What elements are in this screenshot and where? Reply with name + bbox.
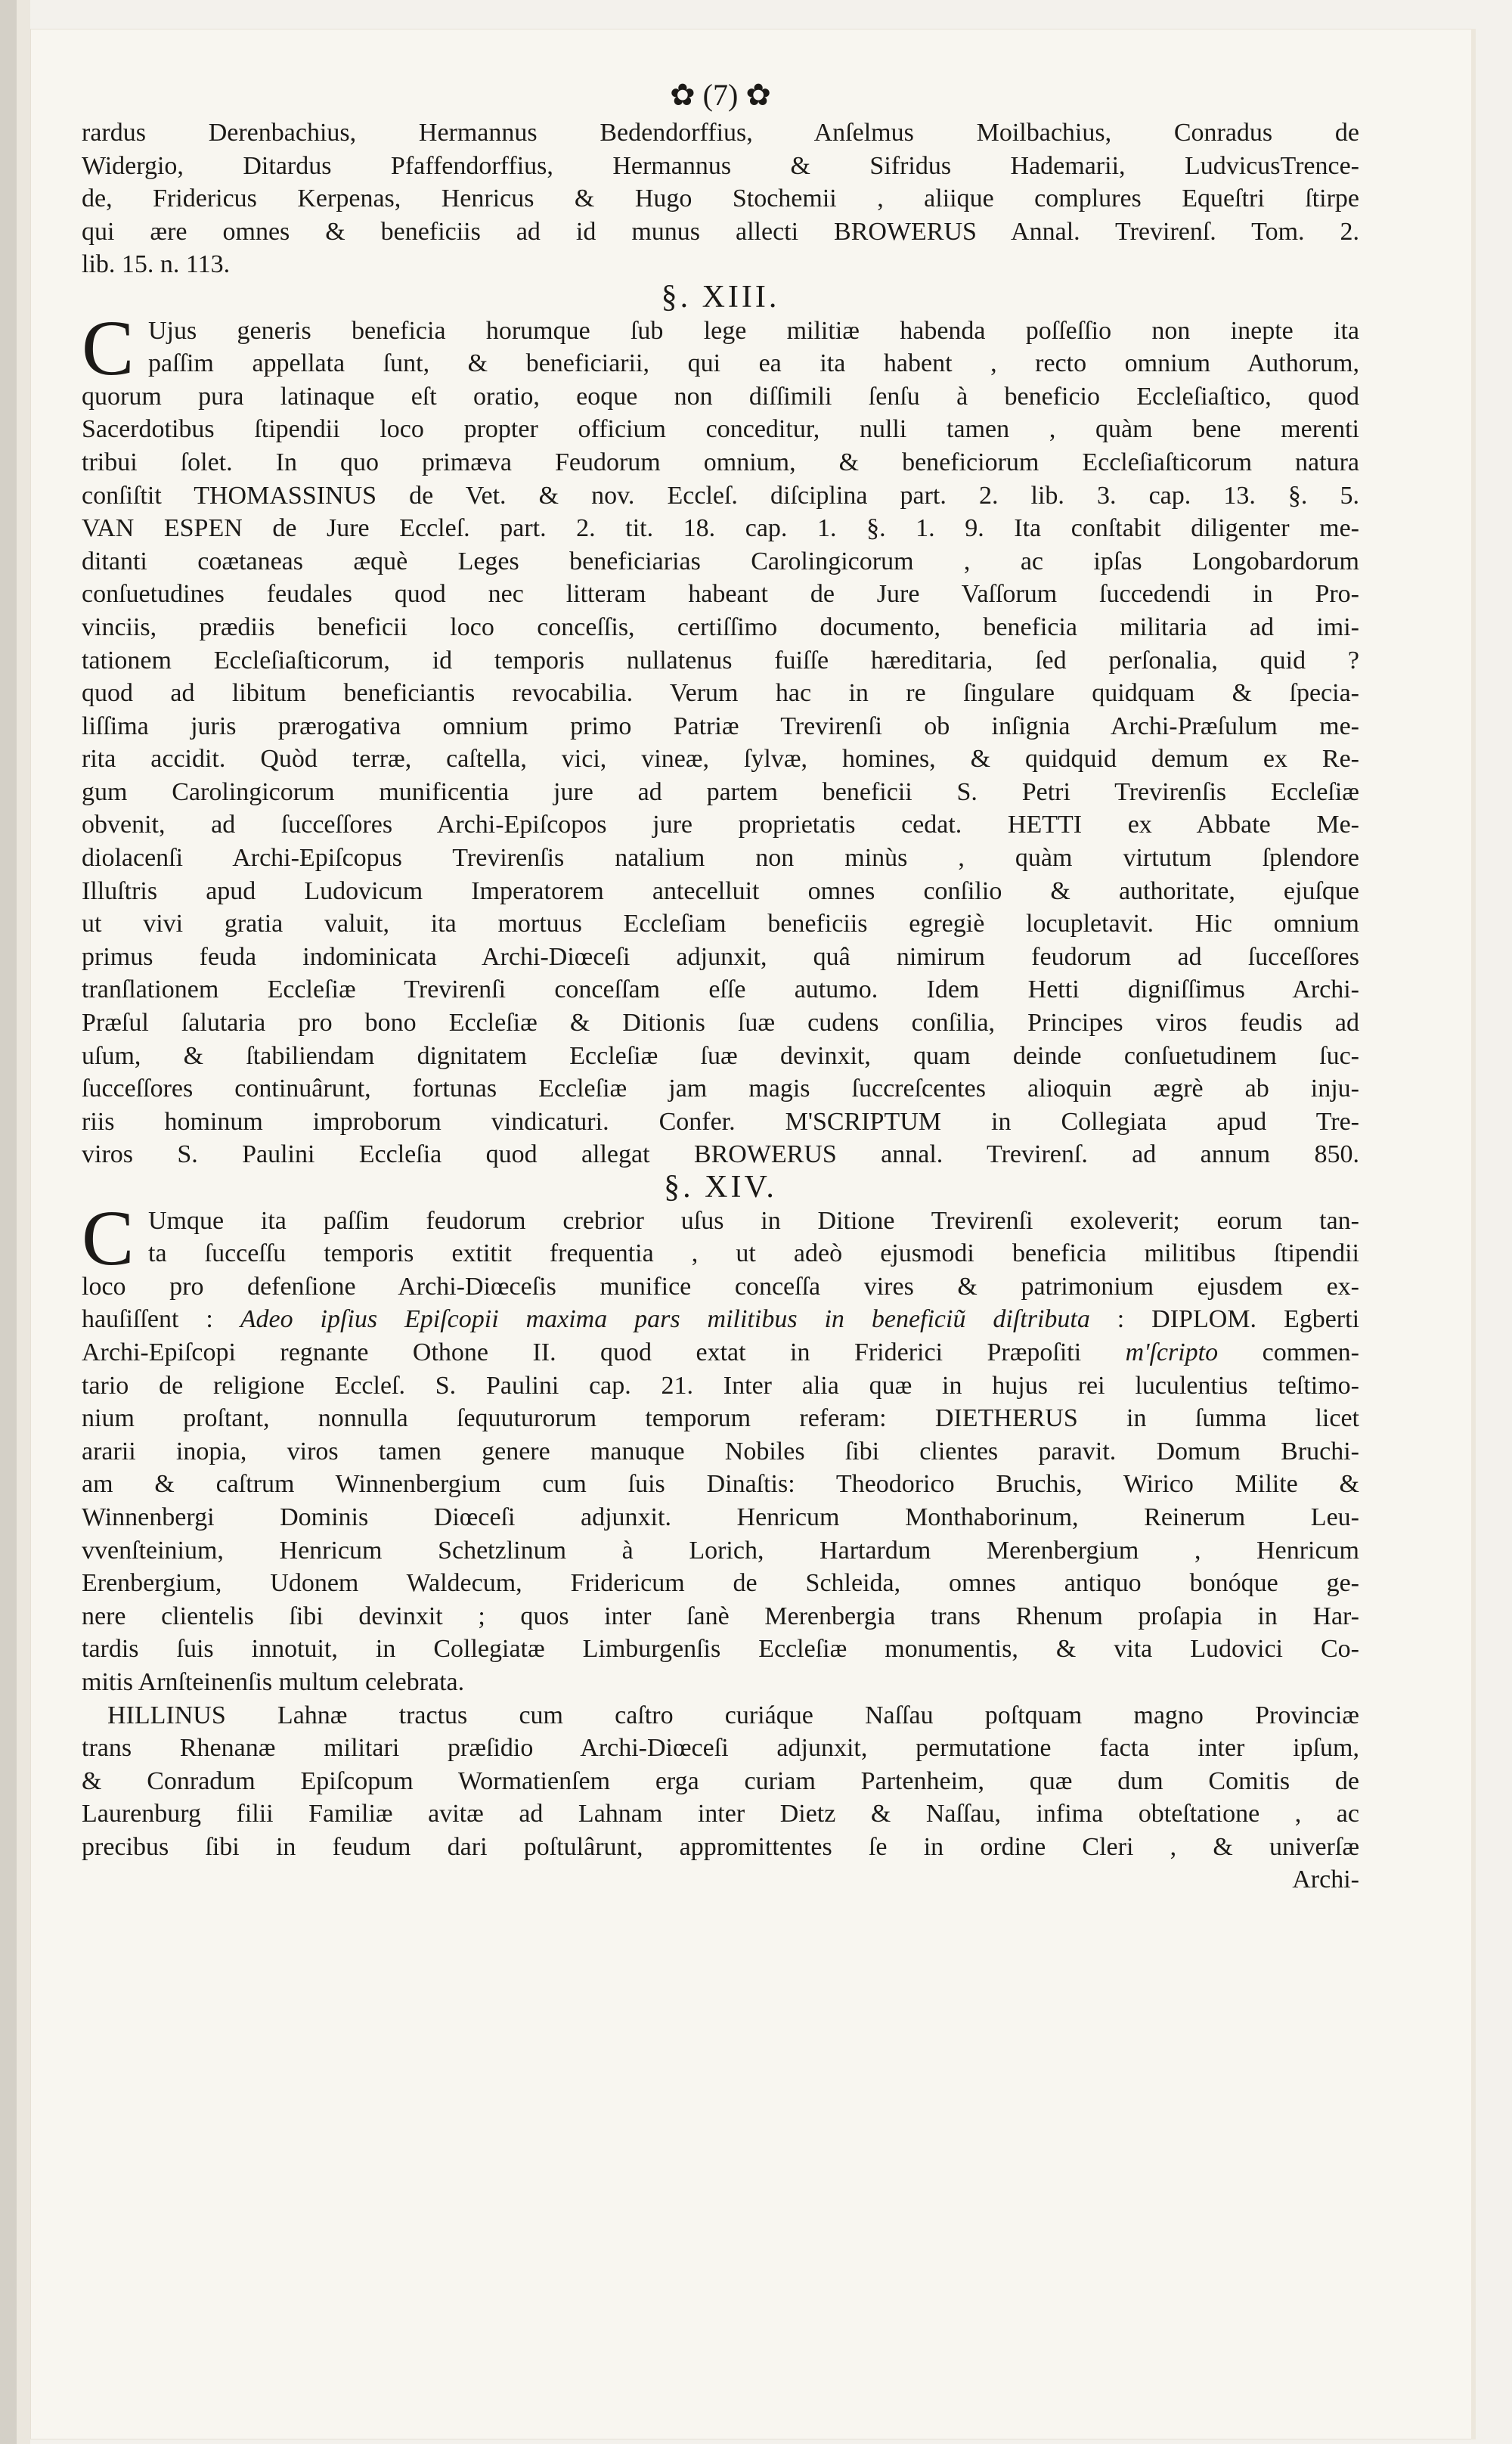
text-line: trans Rhenanæ militari præſidio Archi-Diœceſi adjunxit, permutatione facta inter ipſum,: [82, 1734, 1359, 1763]
text-line: uſum, & ſtabiliendam dignitatem Eccleſiæ ſuæ devinxit, quam deinde conſuetudinem ſuc-: [82, 1041, 1359, 1070]
text-line: am & caſtrum Winnenbergium cum ſuis Dinaſtis: Theodorico Bruchis, Wirico Milite &: [82, 1470, 1359, 1499]
italic-word: m'ſcripto: [1125, 1338, 1219, 1366]
text-line: rardus Derenbachius, Hermannus Bedendorffius, Anſelmus Moilbachius, Conradus de: [82, 119, 1359, 147]
text-line: gum Carolingicorum munificentia jure ad partem beneficii S. Petri Trevirenſis Eccleſiæ: [82, 777, 1359, 806]
text-line: riis hominum improborum vindicaturi. Confer. M'SCRIPTUM in Collegiata apud Tre-: [82, 1107, 1359, 1136]
text-line: primus feuda indominicata Archi-Diœceſi adjunxit, quâ nimirum feudorum ad ſucceſſores: [82, 942, 1359, 971]
text-line: [82, 1336, 1359, 1369]
text-line: tationem Eccleſiaſticorum, id temporis nullatenus fuiſſe hæreditaria, ſed perſonalia, quid ?: [82, 646, 1359, 675]
text-line: Widergio, Ditardus Pfaffendorffius, Hermannus & Sifridus Hademarii, LudvicusTrence-: [82, 151, 1359, 180]
text-line: [82, 1303, 1359, 1336]
text-line: Præſul ſalutaria pro bono Eccleſiæ & Ditionis ſuæ cudens conſilia, Principes viros feudis ad: [82, 1009, 1359, 1037]
text-line: Ujus generis beneficia horumque ſub lege militiæ habenda poſſeſſio non inepte ita: [148, 316, 1359, 345]
text-line: tario de religione Eccleſ. S. Paulini cap. 21. Inter alia quæ in hujus rei luculentius teſtimo-: [82, 1371, 1359, 1400]
section-heading-14: §. XIV.: [664, 1171, 777, 1205]
text-line: de, Fridericus Kerpenas, Henricus & Hugo Stochemii , aliique complures Equeſtri ſtirpe: [82, 185, 1359, 213]
text-line: ta ſucceſſu temporis extitit frequentia , ut adeò ejusmodi beneficia militibus ſtipendii: [148, 1239, 1359, 1268]
drop-cap: C: [82, 304, 135, 392]
text-block: [82, 74, 1359, 1897]
left-ornament-icon: ✿: [670, 78, 696, 112]
text-line: ararii inopia, viros tamen genere manuque Nobiles ſibi clientes paravit. Domum Bruchi-: [82, 1437, 1359, 1465]
text-line: tranſlationem Eccleſiæ Trevirenſi conceſſam eſſe autumo. Idem Hetti digniſſimus Archi-: [82, 975, 1359, 1004]
text-line: Umque ita paſſim feudorum crebrior uſus in Ditione Trevirenſi exoleverit; eorum tan-: [148, 1206, 1359, 1235]
text-line: loco pro defenſione Archi-Diœceſis munifice conceſſa vires & patrimonium ejusdem ex-: [82, 1272, 1359, 1301]
text-run: : DIPLOM. Egberti: [1089, 1305, 1359, 1334]
text-line: VAN ESPEN de Jure Eccleſ. part. 2. tit. 18. cap. 1. §. 1. 9. Ita conſtabit diligenter me-: [82, 514, 1359, 543]
text-line: precibus ſibi in feudum dari poſtulârunt, appromittentes ſe in ordine Cleri , & univerſæ: [82, 1832, 1359, 1861]
text-line: Erenbergium, Udonem Waldecum, Fridericum de Schleida, omnes antiquo bonóque ge-: [82, 1569, 1359, 1598]
text-line: ut vivi gratia valuit, ita mortuus Eccleſiam beneficiis egregiè locupletavit. Hic omnium: [82, 910, 1359, 938]
text-line: nere clientelis ſibi devinxit ; quos inter ſanè Merenbergia trans Rhenum proſapia in Har-: [82, 1602, 1359, 1630]
text-line: ſucceſſores continuârunt, fortunas Eccleſiæ jam magis ſuccreſcentes alioquin ægrè ab inju-: [82, 1075, 1359, 1103]
text-line: vvenſteinium, Henricum Schetzlinum à Lorich, Hartardum Merenbergium , Henricum: [82, 1536, 1359, 1565]
text-line: mitis Arnſteinenſis multum celebrata.: [82, 1667, 465, 1696]
page-gutter: [17, 0, 30, 2444]
text-line: ditanti coætaneas æquè Leges beneficiarias Carolingicorum , ac ipſas Longobardorum: [82, 547, 1359, 575]
paragraph-hillinus: [82, 1699, 1359, 1897]
paragraph-section-13: [82, 304, 1359, 1171]
text-run: commen-: [1218, 1338, 1359, 1366]
text-run: Archi-Epiſcopi regnante Othone II. quod extat in Friderici Præpoſiti: [82, 1338, 1126, 1366]
text-line: tribui ſolet. In quo primæva Feudorum omnium, & beneficiorum Eccleſiaſticorum natura: [82, 448, 1359, 476]
text-line: diolacenſi Archi-Epiſcopus Trevirenſis natalium non minùs , quàm virtutum ſplendore: [82, 844, 1359, 873]
text-line: tardis ſuis innotuit, in Collegiatæ Limburgenſis Eccleſiæ monumentis, & vita Ludovici Co-: [82, 1635, 1359, 1664]
text-line: conſiſtit THOMASSINUS de Vet. & nov. Eccleſ. diſciplina part. 2. lib. 3. cap. 13. §. 5.: [82, 481, 1359, 510]
text-line: Illuſtris apud Ludovicum Imperatorem antecelluit omnes conſilio & authoritate, ejuſque: [82, 876, 1359, 905]
running-header: [82, 74, 1359, 116]
text-run: hauſiſſent :: [82, 1305, 240, 1334]
text-line: Winnenbergi Dominis Diœceſi adjunxit. Henricum Monthaborinum, Reinerum Leu-: [82, 1503, 1359, 1531]
text-line: obvenit, ad ſucceſſores Archi-Epiſcopos jure proprietatis cedat. HETTI ex Abbate Me-: [82, 811, 1359, 839]
text-line: liſſima juris prærogativa omnium primo Patriæ Trevirenſi ob inſignia Archi-Præſulum me-: [82, 712, 1359, 740]
text-line: lib. 15. n. 113.: [82, 250, 231, 279]
right-ornament-icon: ✿: [745, 78, 771, 112]
text-line: quod ad libitum beneficiantis revocabilia. Verum hac in re ſingulare quidquam & ſpecia-: [82, 679, 1359, 708]
section-heading-13: §. XIII.: [661, 281, 780, 315]
text-line: qui ære omnes & beneficiis ad id munus allecti BROWERUS Annal. Trevirenſ. Tom. 2.: [82, 217, 1359, 246]
text-line: rita accidit. Quòd terræ, caſtella, vici, vineæ, ſylvæ, homines, & quidquid demum ex Re-: [82, 745, 1359, 774]
page-edge: [1471, 29, 1476, 2439]
text-line: quorum pura latinaque eſt oratio, eoque non diſſimili ſenſu à beneficio Eccleſiaſtico, quod: [82, 382, 1359, 411]
text-line: HILLINUS Lahnæ tractus cum caſtro curiáque Naſſau poſtquam magno Provinciæ: [107, 1701, 1359, 1729]
binding-edge: [0, 0, 17, 2444]
drop-cap: C: [82, 1194, 135, 1282]
page-number: (7): [702, 78, 739, 112]
text-line: & Conradum Epiſcopum Wormatienſem erga curiam Partenheim, quæ dum Comitis de: [82, 1766, 1359, 1795]
text-line: vinciis, prædiis beneficii loco conceſſis, certiſſimo documento, beneficia militaria ad imi-: [82, 613, 1359, 641]
book-page: [30, 29, 1476, 2439]
catchword: Archi-: [1292, 1866, 1359, 1894]
text-line: viros S. Paulini Eccleſia quod allegat BROWERUS annal. Trevirenſ. ad annum 850.: [82, 1140, 1359, 1169]
text-line: Laurenburg filii Familiæ avitæ ad Lahnam inter Dietz & Naſſau, infima obteſtatione , ac: [82, 1800, 1359, 1828]
text-line: nium proſtant, nonnulla ſequuturorum temporum referam: DIETHERUS in ſumma licet: [82, 1404, 1359, 1433]
paragraph-section-14: [82, 1194, 1359, 1699]
text-line: conſuetudines feudales quod nec litteram habeant de Jure Vaſſorum ſuccedendi in Pro-: [82, 580, 1359, 609]
text-line: Sacerdotibus ſtipendii loco propter officium conceditur, nulli tamen , quàm bene merenti: [82, 415, 1359, 444]
italic-quotation: Adeo ipſius Epiſcopii maxima pars militibus in beneficiũ diſtributa: [240, 1305, 1090, 1334]
text-line: paſſim appellata ſunt, & beneficiarii, qui ea ita habent , recto omnium Authorum,: [148, 349, 1359, 378]
